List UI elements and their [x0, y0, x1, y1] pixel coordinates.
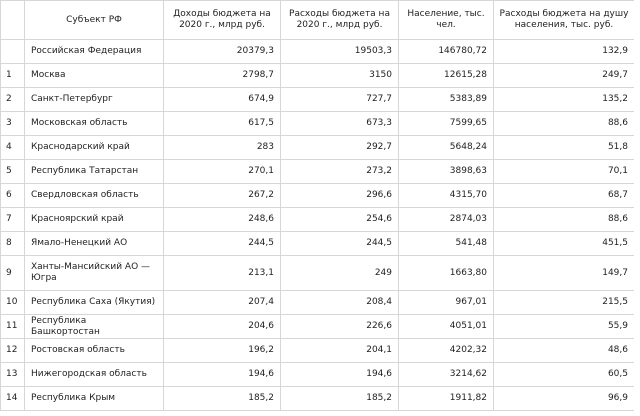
table-row — [1, 88, 635, 112]
subject-name: Свердловская область — [25, 184, 164, 208]
table-row — [1, 256, 635, 291]
table-row — [1, 208, 635, 232]
table-row — [1, 232, 635, 256]
expense-value: 673,3 — [281, 112, 399, 136]
income-value: 213,1 — [164, 256, 281, 291]
population-value: 3214,62 — [399, 363, 494, 387]
row-number: 1 — [1, 64, 25, 88]
table-row — [1, 64, 635, 88]
subject-name: Ханты-Мансийский АО — Югра — [25, 256, 164, 291]
population-value: 4051,01 — [399, 315, 494, 339]
per-capita-value: 48,6 — [494, 339, 635, 363]
row-number: 9 — [1, 256, 25, 291]
subject-name: Санкт-Петербург — [25, 88, 164, 112]
per-capita-value: 96,9 — [494, 387, 635, 411]
expense-value: 727,7 — [281, 88, 399, 112]
population-value: 541,48 — [399, 232, 494, 256]
income-value: 20379,3 — [164, 40, 281, 64]
table-row — [1, 160, 635, 184]
expense-value: 226,6 — [281, 315, 399, 339]
income-value: 185,2 — [164, 387, 281, 411]
table-row — [1, 112, 635, 136]
per-capita-value: 68,7 — [494, 184, 635, 208]
row-number: 4 — [1, 136, 25, 160]
population-value: 5383,89 — [399, 88, 494, 112]
per-capita-value: 51,8 — [494, 136, 635, 160]
row-number: 7 — [1, 208, 25, 232]
header-population: Население, тыс. чел. — [399, 1, 494, 40]
subject-name: Краснодарский край — [25, 136, 164, 160]
row-number: 5 — [1, 160, 25, 184]
subject-name: Республика Татарстан — [25, 160, 164, 184]
expense-value: 208,4 — [281, 291, 399, 315]
population-value: 12615,28 — [399, 64, 494, 88]
expense-value: 3150 — [281, 64, 399, 88]
subject-name: Московская область — [25, 112, 164, 136]
row-number: 6 — [1, 184, 25, 208]
row-number: 14 — [1, 387, 25, 411]
population-value: 7599,65 — [399, 112, 494, 136]
per-capita-value: 60,5 — [494, 363, 635, 387]
income-value: 283 — [164, 136, 281, 160]
income-value: 196,2 — [164, 339, 281, 363]
expense-value: 254,6 — [281, 208, 399, 232]
table-row — [1, 363, 635, 387]
income-value: 204,6 — [164, 315, 281, 339]
row-number — [1, 40, 25, 64]
expense-value: 19503,3 — [281, 40, 399, 64]
expense-value: 185,2 — [281, 387, 399, 411]
expense-value: 244,5 — [281, 232, 399, 256]
subject-name: Красноярский край — [25, 208, 164, 232]
expense-value: 292,7 — [281, 136, 399, 160]
expense-value: 296,6 — [281, 184, 399, 208]
expense-value: 273,2 — [281, 160, 399, 184]
expense-value: 194,6 — [281, 363, 399, 387]
header-expense: Расходы бюджета на 2020 г., млрд руб. — [281, 1, 399, 40]
expense-value: 204,1 — [281, 339, 399, 363]
per-capita-value: 55,9 — [494, 315, 635, 339]
row-number: 11 — [1, 315, 25, 339]
per-capita-value: 249,7 — [494, 64, 635, 88]
header-subject: Субъект РФ — [25, 1, 164, 40]
population-value: 2874,03 — [399, 208, 494, 232]
income-value: 617,5 — [164, 112, 281, 136]
table-header — [1, 1, 635, 40]
table-row — [1, 387, 635, 411]
population-value: 1911,82 — [399, 387, 494, 411]
row-number: 13 — [1, 363, 25, 387]
per-capita-value: 451,5 — [494, 232, 635, 256]
table-row — [1, 184, 635, 208]
income-value: 2798,7 — [164, 64, 281, 88]
subject-name: Москва — [25, 64, 164, 88]
header-row — [1, 1, 635, 40]
header-per-capita: Расходы бюджета на душу населения, тыс. руб. — [494, 1, 635, 40]
population-value: 146780,72 — [399, 40, 494, 64]
page-edge — [634, 0, 640, 416]
subject-name: Республика Саха (Якутия) — [25, 291, 164, 315]
income-value: 194,6 — [164, 363, 281, 387]
table-row — [1, 291, 635, 315]
row-number: 3 — [1, 112, 25, 136]
row-number: 12 — [1, 339, 25, 363]
population-value: 4315,70 — [399, 184, 494, 208]
income-value: 267,2 — [164, 184, 281, 208]
per-capita-value: 88,6 — [494, 208, 635, 232]
income-value: 207,4 — [164, 291, 281, 315]
subject-name: Республика Башкортостан — [25, 315, 164, 339]
per-capita-value: 132,9 — [494, 40, 635, 64]
income-value: 270,1 — [164, 160, 281, 184]
subject-name: Республика Крым — [25, 387, 164, 411]
row-number: 2 — [1, 88, 25, 112]
expense-value: 249 — [281, 256, 399, 291]
table-row — [1, 339, 635, 363]
header-income: Доходы бюджета на 2020 г., млрд руб. — [164, 1, 281, 40]
table-row — [1, 136, 635, 160]
population-value: 3898,63 — [399, 160, 494, 184]
per-capita-value: 215,5 — [494, 291, 635, 315]
income-value: 248,6 — [164, 208, 281, 232]
population-value: 967,01 — [399, 291, 494, 315]
table-body — [1, 40, 635, 411]
income-value: 674,9 — [164, 88, 281, 112]
per-capita-value: 135,2 — [494, 88, 635, 112]
per-capita-value: 149,7 — [494, 256, 635, 291]
population-value: 4202,32 — [399, 339, 494, 363]
population-value: 1663,80 — [399, 256, 494, 291]
table-row — [1, 40, 635, 64]
per-capita-value: 88,6 — [494, 112, 635, 136]
subject-name: Ростовская область — [25, 339, 164, 363]
row-number: 10 — [1, 291, 25, 315]
population-value: 5648,24 — [399, 136, 494, 160]
header-number — [1, 1, 25, 40]
income-value: 244,5 — [164, 232, 281, 256]
table-row — [1, 315, 635, 339]
subject-name: Нижегородская область — [25, 363, 164, 387]
per-capita-value: 70,1 — [494, 160, 635, 184]
subject-name: Ямало-Ненецкий АО — [25, 232, 164, 256]
row-number: 8 — [1, 232, 25, 256]
subject-name: Российская Федерация — [25, 40, 164, 64]
